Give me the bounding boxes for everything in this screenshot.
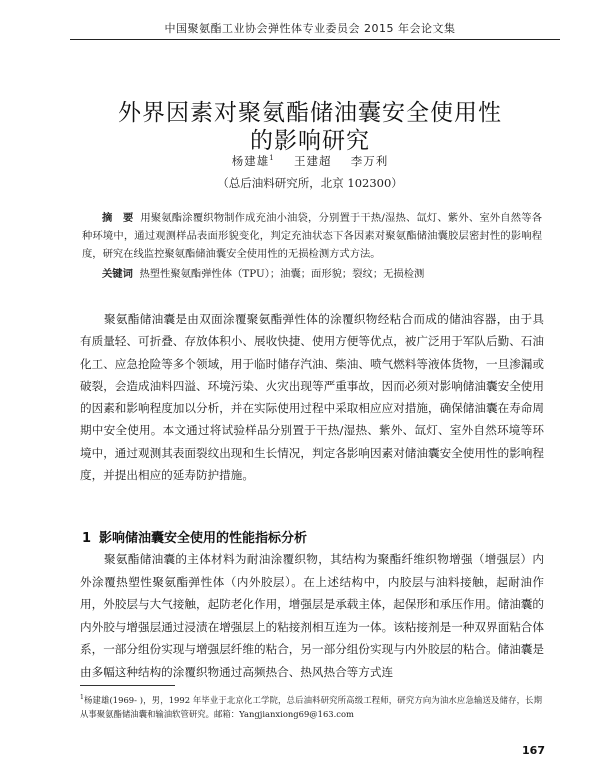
footnote-mark: 1: [80, 694, 84, 701]
author-list: [60, 153, 560, 169]
abstract-text: 用聚氨酯涂覆织物制作成充油小油袋，分别置于干热/湿热、氙灯、紫外、室外自然等各种环境中，通过观测样品表面形貌变化，判定充油状态下各因素对聚氨酯储油囊胶层密封性的影响程度，研究在线监控聚氨酯储油囊安全使用性的无损检测方式方法。: [82, 212, 543, 260]
keywords-label: 关键词: [102, 268, 133, 280]
author-name: 王建超: [293, 154, 332, 168]
affiliation: （总后油料研究所，北京 102300）: [217, 176, 403, 190]
section-heading: [82, 527, 307, 546]
section-number: 1: [82, 531, 92, 546]
paper-title-line-2: 的影响研究: [250, 128, 370, 154]
abstract-label: 摘 要: [102, 212, 134, 224]
intro-paragraph: 聚氨酯储油囊是由双面涂覆聚氨酯弹性体的涂覆织物经粘合而成的储油容器，由于具有质量轻、可折叠、存放体积小、展收快捷、使用方便等优点，被广泛用于军队后勤、石油化工、应急抢险等多个领域，用于临时储存汽油、柴油、喷气燃料等液体货物，一旦渗漏或破裂，会造成油料四溢、环境污染、火灾出现等严重事故，因而必须对影响储油囊安全使用的因素和影响程度加以分析，并在实际使用过程中采取相应应对措施，确保储油囊在寿命周期中安全使用。本文通过将试验样品分别置于干热/湿热、紫外、氙灯、室外自然环境等环境中，通过观测其表面裂纹出现和生长情况，判定各影响因素对储油囊安全使用性的影响程度，并提出相应的延寿防护措施。: [80, 312, 544, 483]
footnote: [80, 691, 542, 721]
author-name: 李万利: [350, 154, 389, 168]
author-name: 杨建雄: [231, 154, 270, 168]
footnote-text: 杨建雄(1969- )，男，1992 年毕业于北京化工学院，总后油料研究所高级工程师，研究方向为油水应急输送及储存，长期从事聚氨酯储油囊和输油软管研究。邮箱：Yangjianxiong69@163.com: [80, 694, 542, 719]
page-number: 167: [522, 744, 545, 757]
section-title: 影响储油囊安全使用的性能指标分析: [99, 531, 308, 546]
header-rule: [70, 39, 560, 40]
author-footnote-mark: 1: [269, 154, 275, 163]
running-head: 中国聚氨酯工业协会弹性体专业委员会 2015 年会论文集: [164, 22, 456, 35]
keywords-text: 热塑性聚氨酯弹性体（TPU）；油囊；面形貌；裂纹；无损检测: [139, 268, 425, 280]
keywords: [102, 265, 542, 283]
section-paragraph: 聚氨酯储油囊的主体材料为耐油涂覆织物，其结构为聚酯纤维织物增强（增强层）内外涂覆热塑性聚氨酯弹性体（内外胶层）。在上述结构中，内胶层与油料接触，起耐油作用，外胶层与大气接触，起防老化作用，增强层是承载主体，起保形和承压作用。储油囊的内外胶与增强层通过浸渍在增强层上的粘接剂相互连为一体。该粘接剂是一种双界面粘合体系，一部分组份实现与增强层纤维的粘合，另一部分组份实现与内外胶层的粘合。储油囊是由多幅这种结构的涂覆织物通过高频热合、热风热合等方式连: [80, 552, 544, 679]
footnote-rule: [80, 685, 175, 686]
abstract: [82, 209, 542, 263]
paper-title-line-1: 外界因素对聚氨酯储油囊安全使用性: [118, 100, 502, 126]
